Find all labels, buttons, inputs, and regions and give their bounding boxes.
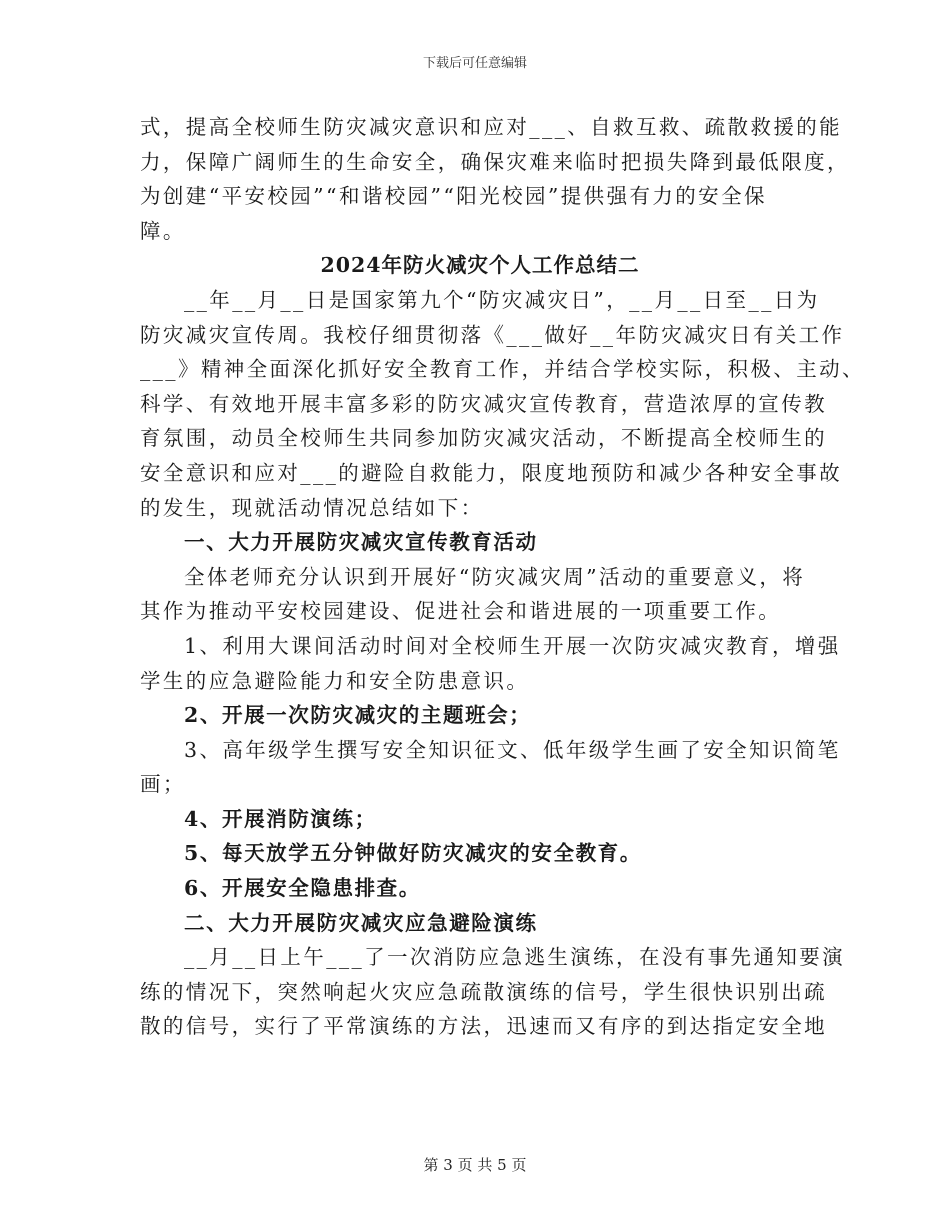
text-line: 画； [140, 772, 186, 797]
text-line: ___》精神全面深化抓好安全教育工作，并结合学校实际，积极、主动、 [140, 357, 865, 382]
page-footer-page-number: 第 3 页 共 5 页 [423, 1156, 527, 1174]
list-item: 3、高年级学生撰写安全知识征文、低年级学生画了安全知识简笔 [184, 737, 841, 762]
text-line: 1、利用大课间活动时间对全校师生开展一次防灾减灾教育，增强 [184, 633, 841, 658]
text-line: 的发生，现就活动情况总结如下： [140, 495, 484, 520]
heading-2: 二、大力开展防灾减灾应急避险演练 [184, 910, 538, 935]
text-line: 为创建“平安校园”“和谐校园”“阳光校园”提供强有力的安全保 [140, 184, 767, 209]
text-line: 育氛围，动员全校师生共同参加防灾减灾活动，不断提高全校师生的 [140, 426, 827, 451]
text-line: 学生的应急避险能力和安全防患意识。 [140, 668, 530, 693]
text-line: 全体老师充分认识到开展好“防灾减灾周”活动的重要意义，将 [184, 564, 806, 589]
text-line: 散的信号，实行了平常演练的方法，迅速而又有序的到达指定安全地 [140, 1014, 827, 1039]
text-line: __年__月__日是国家第九个“防灾减灾日”，__月__日至__日为 [184, 287, 820, 312]
list-item: 2、开展一次防灾减灾的主题班会； [184, 703, 532, 728]
text-line: 练的情况下，突然响起火灾应急疏散演练的信号，学生很快识别出疏 [140, 979, 827, 1004]
heading-1: 一、大力开展防灾减灾宣传教育活动 [184, 530, 538, 555]
text-line: 力，保障广阔师生的生命安全，确保灾难来临时把损失降到最低限度， [140, 149, 850, 174]
text-line: 其作为推动平安校园建设、促进社会和谐进展的一项重要工作。 [140, 599, 782, 624]
text-line: 防灾减灾宣传周。我校仔细贯彻落《___做好__年防灾减灾日有关工作 [140, 322, 845, 347]
list-item: 5、每天放学五分钟做好防灾减灾的安全教育。 [184, 841, 642, 866]
page-header-note: 下载后可任意编辑 [422, 56, 527, 71]
section-title: 2024年防火减灾个人工作总结二 [320, 253, 640, 278]
text-line: 障。 [140, 218, 186, 243]
list-item: 4、开展消防演练； [184, 806, 377, 831]
text-line: 式，提高全校师生防灾减灾意识和应对___、自救互救、疏散救援的能 [140, 115, 843, 139]
list-item: 6、开展安全隐患排查。 [184, 876, 421, 901]
text-line: 安全意识和应对___的避险自救能力，限度地预防和减少各种安全事故 [140, 460, 843, 485]
document-body [140, 110, 865, 1044]
text-line: 科学、有效地开展丰富多彩的防灾减灾宣传教育，营造浓厚的宣传教 [140, 391, 827, 416]
text-line: __月__日上午___了一次消防应急逃生演练，在没有事先通知要演 [184, 945, 846, 970]
